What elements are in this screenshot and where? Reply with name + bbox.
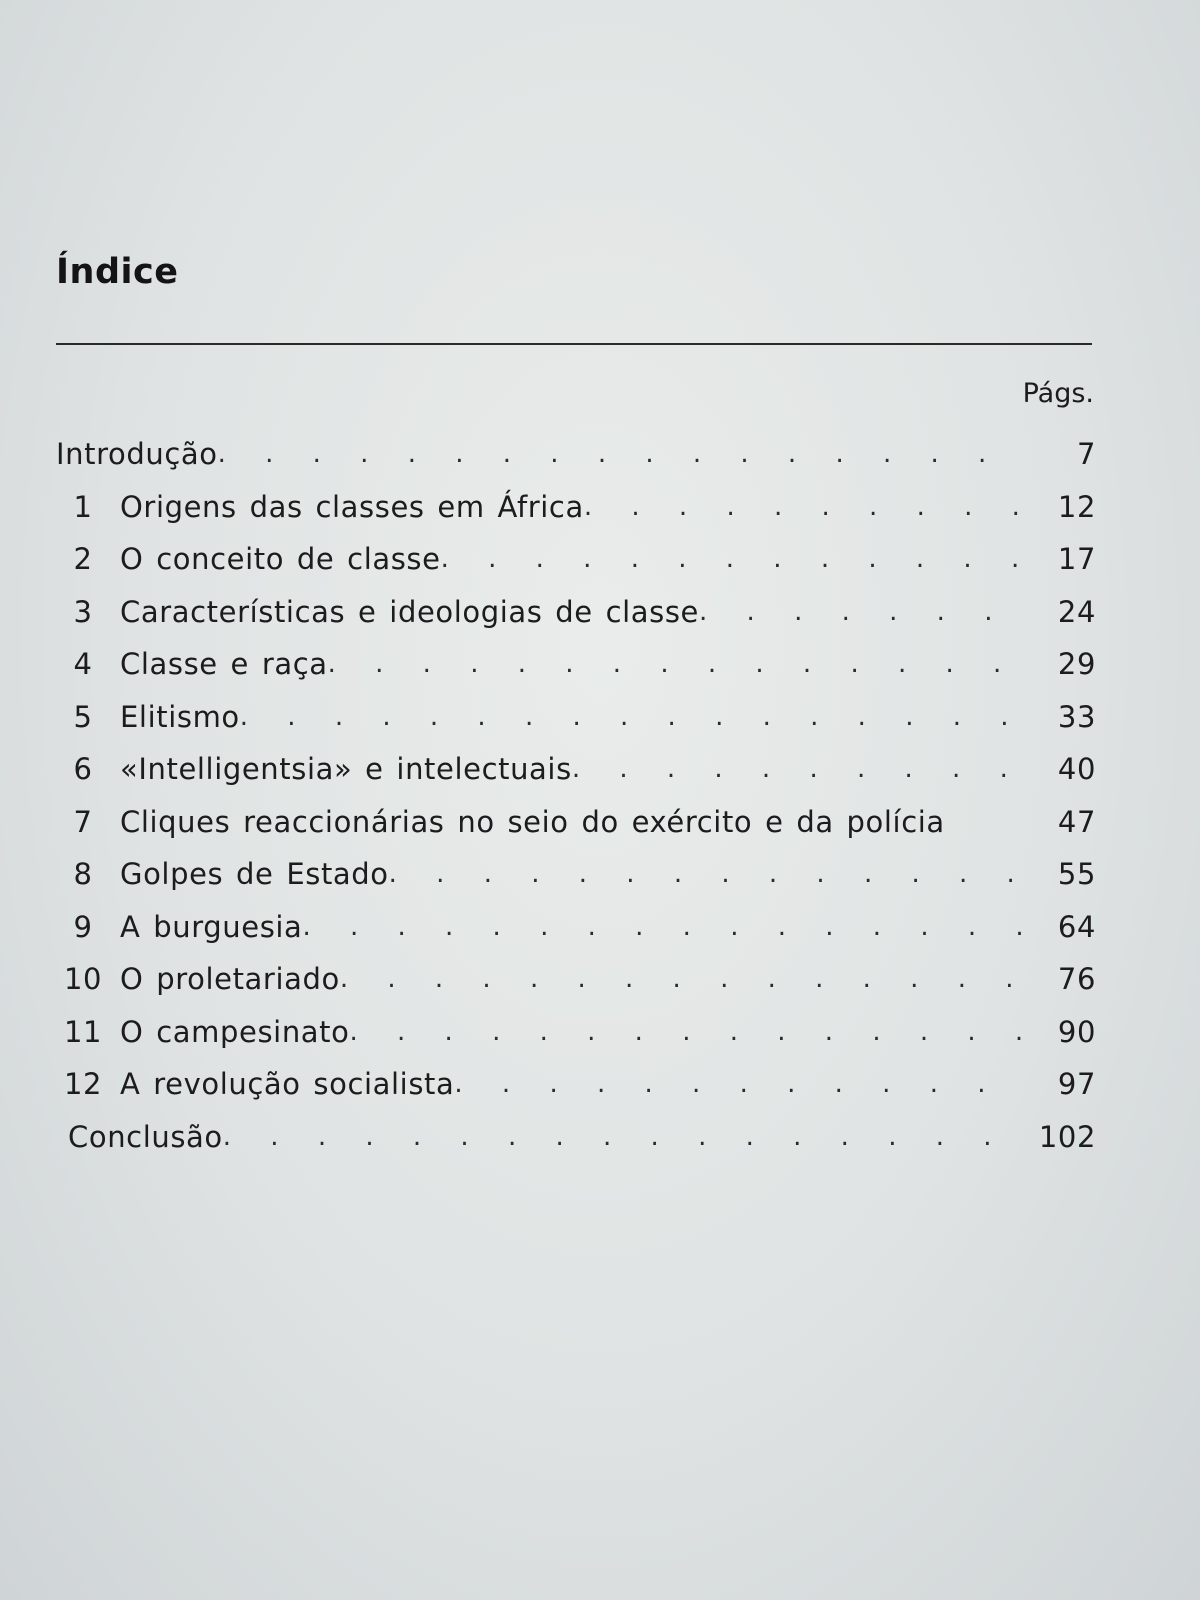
- toc-entry-chapter-6: [56, 743, 1096, 796]
- toc-entry-chapter-3: [56, 586, 1096, 639]
- toc-entry-label: O proletariado: [120, 962, 340, 997]
- toc-entry-chapter-4: [56, 638, 1096, 691]
- toc-entry-page: 17: [1057, 542, 1096, 576]
- toc-entry-chapter-2: [56, 533, 1096, 586]
- toc-leader-dots: [389, 859, 1026, 889]
- toc-entry-page: 33: [1057, 699, 1096, 734]
- toc-leader-dots: [441, 544, 1026, 574]
- toc-entry-chapter-12: [56, 1058, 1096, 1111]
- toc-entry-label: O conceito de classe: [120, 542, 441, 577]
- toc-entry-label: Cliques reaccionárias no seio do exército e da polícia: [120, 804, 945, 839]
- toc-entry-number: 8: [73, 857, 93, 892]
- toc-entry-label: Características e ideologias de classe: [120, 594, 700, 629]
- table-of-contents: [56, 428, 1096, 1163]
- toc-entry-page: 7: [1076, 437, 1096, 471]
- toc-entry-page: 76: [1057, 962, 1096, 996]
- title-rule: [56, 343, 1092, 345]
- toc-entry-label: A revolução socialista: [120, 1067, 455, 1102]
- toc-leader-dots: [584, 492, 1026, 522]
- toc-entry-label: Classe e raça: [120, 647, 328, 682]
- toc-leader-dots: [340, 964, 1026, 994]
- toc-entry-chapter-10: [56, 953, 1096, 1006]
- toc-leader-dots: [302, 912, 1026, 942]
- toc-entry-number: 2: [73, 542, 93, 577]
- toc-entry-number: 4: [73, 647, 93, 682]
- toc-entry-number: 6: [73, 752, 93, 787]
- toc-entry-number: 5: [73, 699, 93, 734]
- toc-entry-label: Elitismo: [120, 699, 240, 734]
- toc-entry-number: 11: [63, 1014, 103, 1049]
- toc-entry-chapter-1: [56, 481, 1096, 534]
- pages-column-header: Págs.: [1022, 378, 1094, 409]
- toc-entry-chapter-11: [56, 1006, 1096, 1059]
- toc-entry-page: 29: [1057, 647, 1096, 681]
- toc-leader-dots: [328, 649, 1026, 679]
- toc-entry-page: 97: [1057, 1067, 1096, 1101]
- toc-leader-dots: [218, 439, 1026, 469]
- toc-leader-dots: [699, 597, 1026, 627]
- toc-entry-page: 24: [1057, 594, 1096, 629]
- toc-entry-label: A burguesia: [120, 909, 303, 944]
- toc-leader-dots: [223, 1122, 1026, 1152]
- page-title: Índice: [56, 252, 179, 292]
- toc-entry-introduction: [56, 428, 1096, 481]
- toc-entry-number: 1: [73, 489, 93, 524]
- toc-entry-chapter-8: [56, 848, 1096, 901]
- toc-entry-number: 3: [73, 594, 93, 629]
- toc-leader-dots: [240, 702, 1026, 732]
- toc-leader-dots: [454, 1069, 1026, 1099]
- toc-entry-page: 64: [1057, 909, 1096, 944]
- toc-entry-page: 12: [1057, 489, 1096, 524]
- toc-entry-label: Introdução: [56, 437, 218, 472]
- toc-entry-page: 40: [1057, 752, 1096, 786]
- toc-entry-number: 10: [63, 962, 103, 997]
- toc-entry-chapter-7: [56, 796, 1096, 849]
- toc-entry-label: Golpes de Estado: [120, 857, 389, 892]
- toc-entry-page: 102: [1038, 1119, 1096, 1154]
- toc-entry-label: «Intelligentsia» e intelectuais: [120, 752, 572, 787]
- toc-entry-label: O campesinato: [120, 1014, 350, 1049]
- toc-entry-number: 9: [73, 909, 93, 944]
- toc-entry-conclusion: [56, 1111, 1096, 1164]
- toc-entry-number: 12: [63, 1067, 103, 1102]
- toc-leader-dots: [350, 1017, 1027, 1047]
- toc-entry-label: Conclusão: [68, 1119, 223, 1154]
- toc-entry-label: Origens das classes em África: [120, 489, 584, 524]
- toc-entry-chapter-9: [56, 901, 1096, 954]
- toc-entry-chapter-5: [56, 691, 1096, 744]
- toc-entry-number: 7: [73, 804, 93, 839]
- toc-entry-page: 47: [1057, 804, 1096, 839]
- toc-entry-page: 90: [1057, 1014, 1096, 1049]
- toc-leader-dots: [572, 754, 1026, 784]
- toc-entry-page: 55: [1057, 857, 1096, 891]
